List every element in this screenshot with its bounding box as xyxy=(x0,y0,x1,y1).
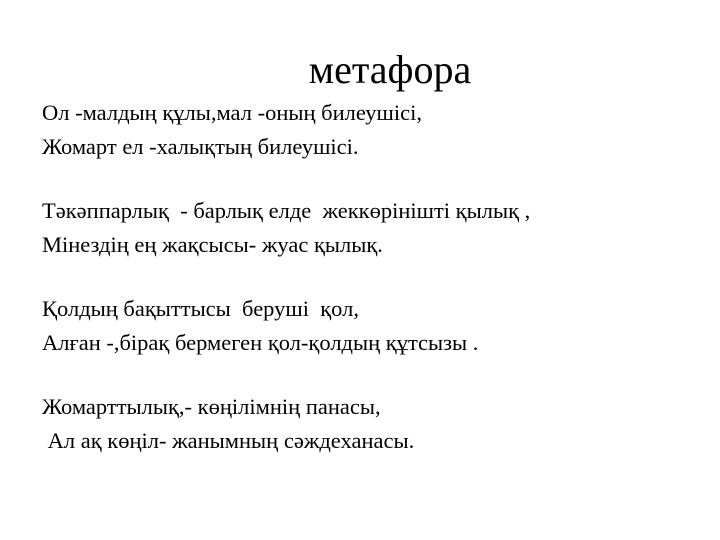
stanza-line: Ол -малдың құлы,мал -оның билеушісі, xyxy=(42,100,422,125)
slide-title-text: метафора xyxy=(308,47,472,92)
slide-body xyxy=(42,96,692,488)
stanza-2 xyxy=(42,194,692,262)
stanza-line: Тәкәппарлық - барлық елде жеккөрінішті қылық , xyxy=(42,198,531,223)
stanza-line: Ал ақ көңіл- жанымның сәждеханасы. xyxy=(42,428,415,453)
stanza-line: Жомарт ел -халықтың билеушісі. xyxy=(42,134,359,159)
slide-title xyxy=(0,46,720,94)
stanza-3 xyxy=(42,292,692,360)
stanza-line: Жомарттылық,- көңілімнің панасы, xyxy=(42,394,381,419)
stanza-1 xyxy=(42,96,692,164)
stanza-line: Алған -,бірақ бермеген қол-қолдың құтсызы . xyxy=(42,330,479,355)
stanza-4 xyxy=(42,390,692,458)
stanza-line: Мінездің ең жақсысы- жуас қылық. xyxy=(42,232,383,257)
stanza-line: Қолдың бақыттысы беруші қол, xyxy=(42,296,359,321)
